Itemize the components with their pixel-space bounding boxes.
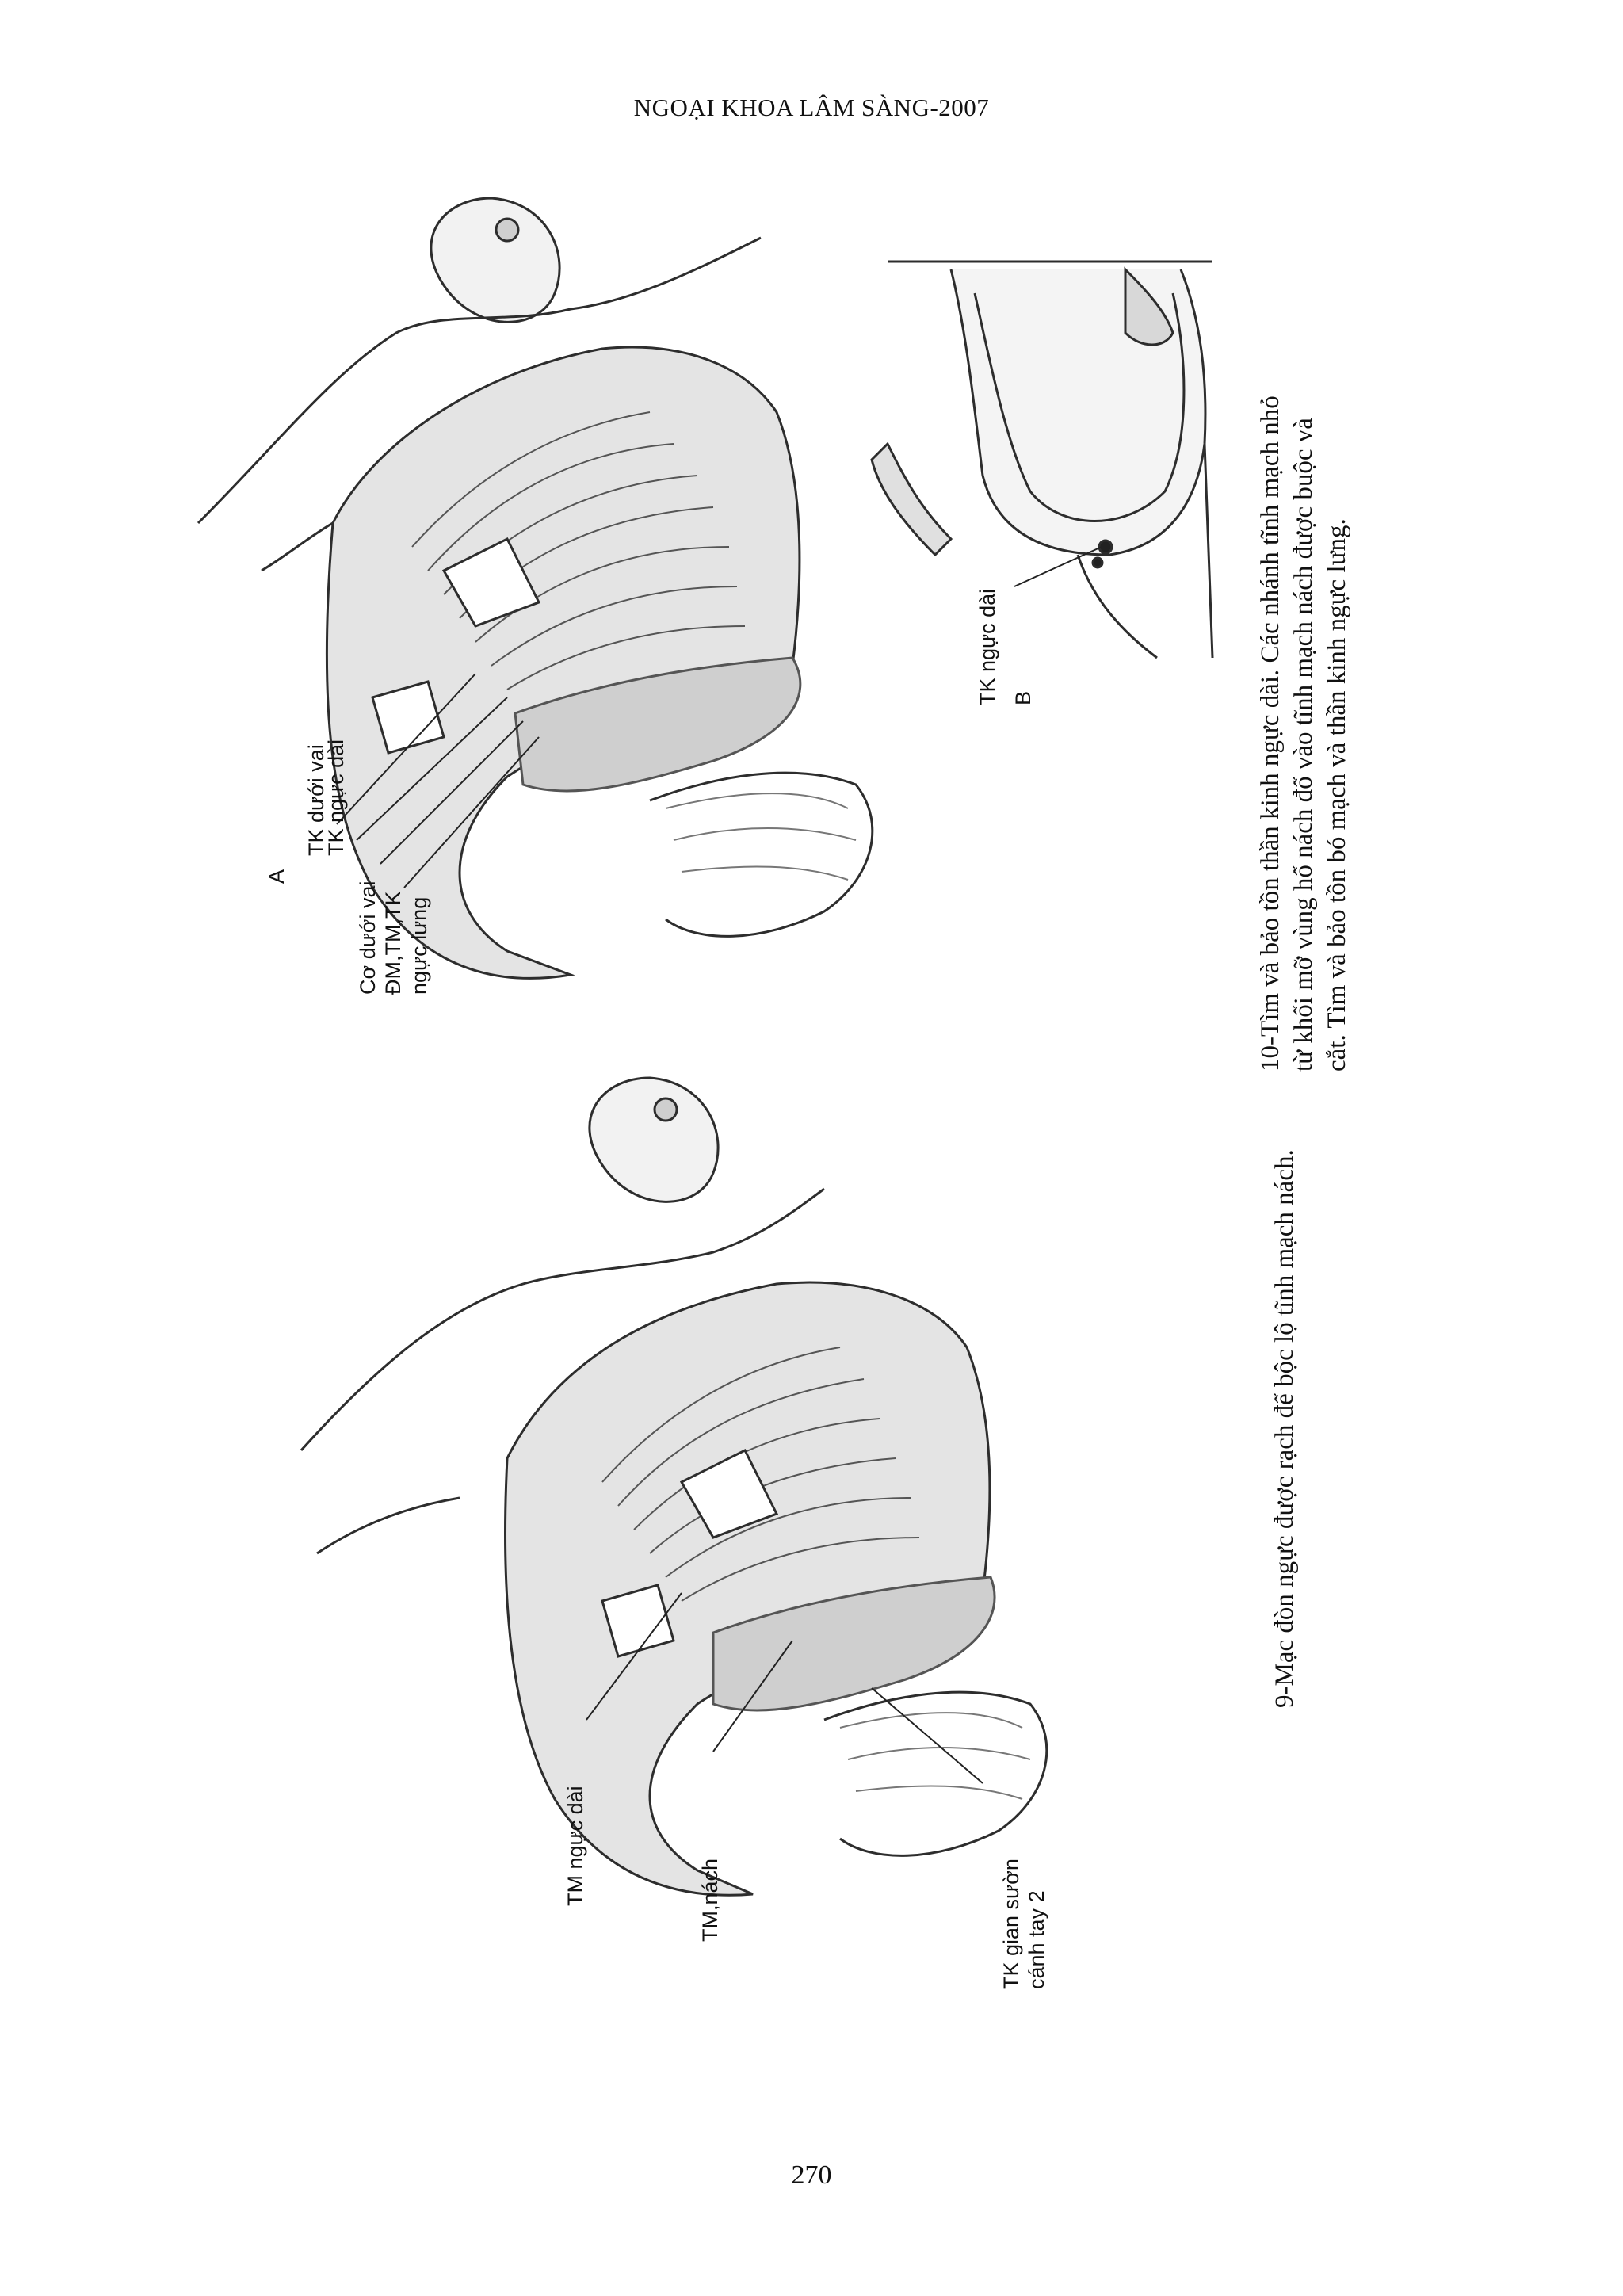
fig10a-panel-letter: A	[265, 869, 288, 884]
figure-9-drawing	[301, 1078, 1047, 1895]
fig9-label-canh-tay-2: cánh tay 2	[1025, 1890, 1048, 1989]
fig10b-label-tk-nguc-dai: TK ngực dài	[976, 588, 999, 705]
figure-9-caption: 9-Mạc đòn ngực được rạch để bộc lộ tĩnh mạch nách.	[1270, 1149, 1299, 1708]
figure-10a-drawing	[198, 198, 873, 978]
fig10a-label-dm-tm-tk: ĐM,TM,TK	[381, 891, 405, 995]
fig9-label-tm-nguc-dai: TM ngực dài	[563, 1786, 587, 1906]
fig9-label-tk-gian-suon: TK gian sườn	[999, 1859, 1023, 1989]
fig10a-label-tk-nguc-dai: TK ngực dài	[324, 739, 348, 856]
page-number: 270	[791, 2160, 832, 2190]
figure-10-caption-line: 10-Tìm và bảo tồn thần kinh ngực dài. Các nhánh tĩnh mạch nhỏ	[1256, 395, 1285, 1072]
figure-10-caption-line: từ khối mỡ vùng hố nách đổ vào tĩnh mạch nách được buộc và	[1289, 418, 1318, 1072]
fig10b-panel-letter: B	[1011, 690, 1035, 705]
fig10a-label-nguc-lung: ngực lưng	[407, 896, 431, 995]
running-header: NGOẠI KHOA LÂM SÀNG-2007	[633, 94, 990, 121]
fig10a-label-co-duoi-vai: Cơ dưới vai	[356, 881, 380, 995]
fig9-label-tm-nach: TM,nách	[698, 1858, 722, 1942]
figure-10-caption	[1254, 395, 1354, 1072]
figure-10-caption-line: cắt. Tìm và bảo tồn bó mạch và thần kinh ngực lưng.	[1323, 518, 1351, 1072]
figure-10b-drawing	[872, 262, 1212, 658]
fig10a-label-tk-duoi-vai: TK dưới vai	[304, 744, 328, 856]
